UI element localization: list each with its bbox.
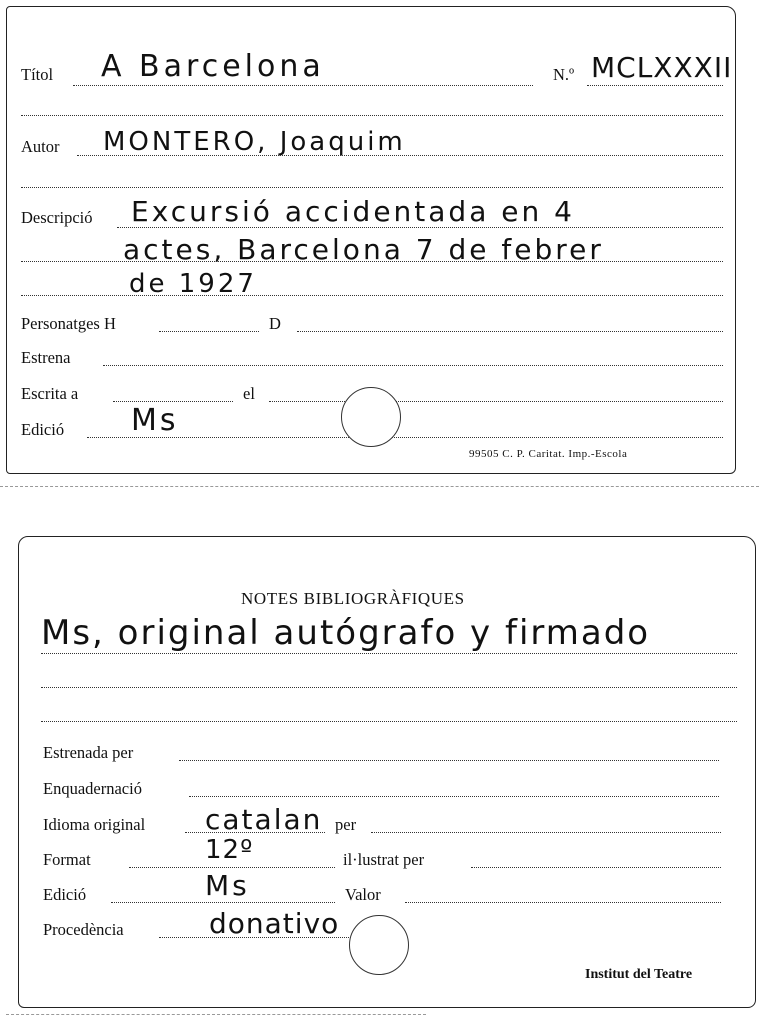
descripcio-line-2: actes, Barcelona 7 de febrer	[123, 233, 604, 266]
procedencia-dotted-line	[159, 937, 349, 938]
idioma-per-dotted-line	[371, 832, 721, 833]
notes-heading: NOTES BIBLIOGRÀFIQUES	[241, 589, 465, 608]
numero-value: MCLXXXII	[591, 51, 733, 84]
format-dotted-line	[129, 867, 335, 868]
illustrat-label: il·lustrat per	[343, 850, 425, 869]
edicio-dotted-line	[87, 437, 723, 438]
enquadernacio-label: Enquadernació	[43, 779, 142, 798]
descripcio-line-1: Excursió accidentada en 4	[131, 195, 575, 228]
format-label: Format	[43, 850, 91, 869]
estrena-label: Estrena	[21, 348, 71, 367]
institution-name: Institut del Teatre	[585, 967, 693, 982]
numero-label: N.º	[553, 65, 575, 84]
catalog-card-front	[6, 6, 736, 474]
ruled-line	[21, 115, 723, 116]
notes-dotted-line-2	[41, 687, 737, 688]
edicio-back-label: Edició	[43, 885, 87, 904]
enquadernacio-dotted-line	[189, 796, 719, 797]
descripcio-dotted-line-3	[21, 295, 723, 296]
descripcio-dotted-line-1	[117, 227, 723, 228]
autor-value: MONTERO, Joaquim	[103, 127, 406, 157]
escrita-dotted-line	[113, 401, 233, 402]
estrenada-label: Estrenada per	[43, 743, 134, 762]
descripcio-line-3: de 1927	[129, 269, 257, 299]
titol-dotted-line	[73, 85, 533, 86]
personatges-d-label: D	[269, 314, 281, 333]
valor-dotted-line	[405, 902, 721, 903]
notes-dotted-line-3	[41, 721, 737, 722]
descripcio-dotted-line-2	[21, 261, 723, 262]
notes-dotted-line-1	[41, 653, 737, 654]
el-dotted-line	[269, 401, 723, 402]
punch-hole	[341, 387, 401, 447]
format-value: 12º	[205, 835, 254, 865]
personatges-d-dotted-line	[297, 331, 723, 332]
estrena-dotted-line	[103, 365, 723, 366]
escrita-label: Escrita a	[21, 384, 79, 403]
idioma-dotted-line	[185, 832, 325, 833]
edicio-back-value: Ms	[205, 869, 250, 902]
printer-imprint: 99505 C. P. Caritat. Imp.-Escola	[469, 448, 628, 460]
procedencia-label: Procedència	[43, 920, 124, 939]
catalog-card-back	[18, 536, 756, 1008]
autor-dotted-line	[77, 155, 723, 156]
edicio-value: Ms	[131, 403, 179, 438]
descripcio-label: Descripció	[21, 208, 93, 227]
ruled-line	[21, 187, 723, 188]
personatges-label: Personatges H	[21, 314, 116, 333]
estrenada-dotted-line	[179, 760, 719, 761]
autor-label: Autor	[21, 137, 60, 156]
notes-line-1: Ms, original autógrafo y firmado	[41, 613, 651, 653]
valor-label: Valor	[345, 885, 381, 904]
idioma-label: Idioma original	[43, 815, 146, 834]
numero-dotted-line	[587, 85, 723, 86]
punch-hole	[349, 915, 409, 975]
idioma-value: catalan	[205, 803, 323, 836]
illustrat-dotted-line	[471, 867, 721, 868]
idioma-per-label: per	[335, 815, 357, 834]
edicio-label: Edició	[21, 420, 65, 439]
scan-edge-line	[0, 486, 759, 487]
edicio-back-dotted-line	[111, 902, 335, 903]
procedencia-value: donativo	[209, 907, 340, 940]
el-label: el	[243, 384, 255, 403]
titol-value: A Barcelona	[101, 49, 325, 84]
personatges-h-dotted-line	[159, 331, 259, 332]
titol-label: Títol	[21, 65, 54, 84]
scan-edge-line	[6, 1014, 426, 1015]
